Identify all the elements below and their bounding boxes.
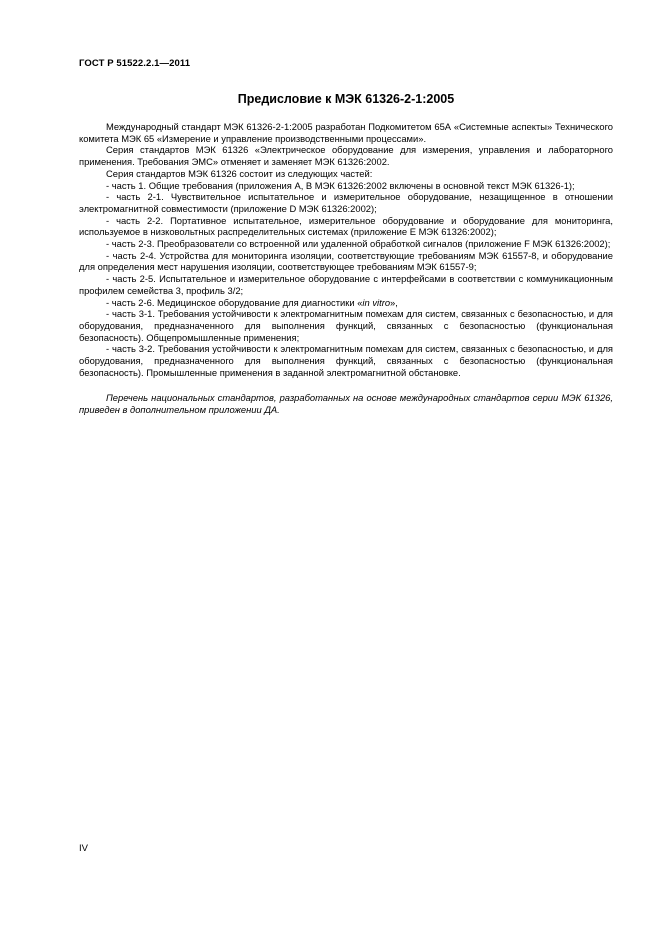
paragraph-intro: Международный стандарт МЭК 61326-2-1:2005 разработан Подкомитетом 65А «Системные аспекты» Технического комитета МЭК 65 «Измерение и управление производственными процессами». <box>79 121 613 144</box>
list-item-part-3-1: - часть 3-1. Требования устойчивости к электромагнитным помехам для систем, связанных с безопасностью, и для оборудования, предназначенного для выполнения функций, связанных с безопасностью (функциональная безопасность). Общепромышленные применения; <box>79 308 613 343</box>
in-vitro-term: in vitro <box>362 296 391 308</box>
list-item-part-2-5: - часть 2-5. Испытательное и измерительное оборудование с интерфейсами в соответствии с коммуникационным профилем семейства 3, профиль 3/2; <box>79 273 613 296</box>
document-body <box>79 121 613 416</box>
paragraph-series-parts: Серия стандартов МЭК 61326 состоит из следующих частей: <box>106 167 373 179</box>
list-item-part-2-6 <box>79 297 613 309</box>
part-2-6-text: - часть 2-6. Медицинское оборудование для диагностики « <box>106 296 363 308</box>
part-2-6-suffix: », <box>390 296 398 308</box>
list-item-part-1: - часть 1. Общие требования (приложения А, В МЭК 61326:2002 включены в основной текст МЭК 61326-1); <box>106 179 575 191</box>
page-number: IV <box>79 843 88 854</box>
paragraph-series-replace: Серия стандартов МЭК 61326 «Электрическое оборудование для измерения, управления и лабораторного применения. Требования ЭМС» отменяет и заменяет МЭК 61326:2002. <box>79 144 613 168</box>
national-standards-note: Перечень национальных стандартов, разработанных на основе международных стандартов серии МЭК 61326, приведен в дополнительном приложении ДА. <box>79 392 613 416</box>
list-item-part-2-1: - часть 2-1. Чувствительное испытательное и измерительное оборудование, незащищенное в отношении электромагнитной совместимости (приложение D МЭК 61326:2002); <box>79 191 613 214</box>
list-item-part-2-4: - часть 2-4. Устройства для мониторинга изоляции, соответствующие требованиям МЭК 61557-8, и оборудование для определения мест нарушения изоляции, соответствующее требованиям МЭК 61557-9; <box>79 249 613 273</box>
list-item-part-2-2: - часть 2-2. Портативное испытательное, измерительное оборудование и оборудование для мониторинга, используемое в низковольтных распределительных системах (приложение Е МЭК 61326:2002); <box>79 214 613 238</box>
page-title: Предисловие к МЭК 61326-2-1:2005 <box>237 92 455 106</box>
document-header: ГОСТ Р 51522.2.1—2011 <box>79 58 191 69</box>
list-item-part-3-2: - часть 3-2. Требования устойчивости к электромагнитным помехам для систем, связанных с безопасностью, и для оборудования, предназначенного для выполнения функций, связанных с безопасностью (функциональная безопасность). Промышленные применения в заданной электромагнитной обстановке. <box>79 343 613 378</box>
list-item-part-2-3: - часть 2-3. Преобразователи со встроенной или удаленной обработкой сигналов (приложение F МЭК 61326:2002); <box>106 238 611 250</box>
